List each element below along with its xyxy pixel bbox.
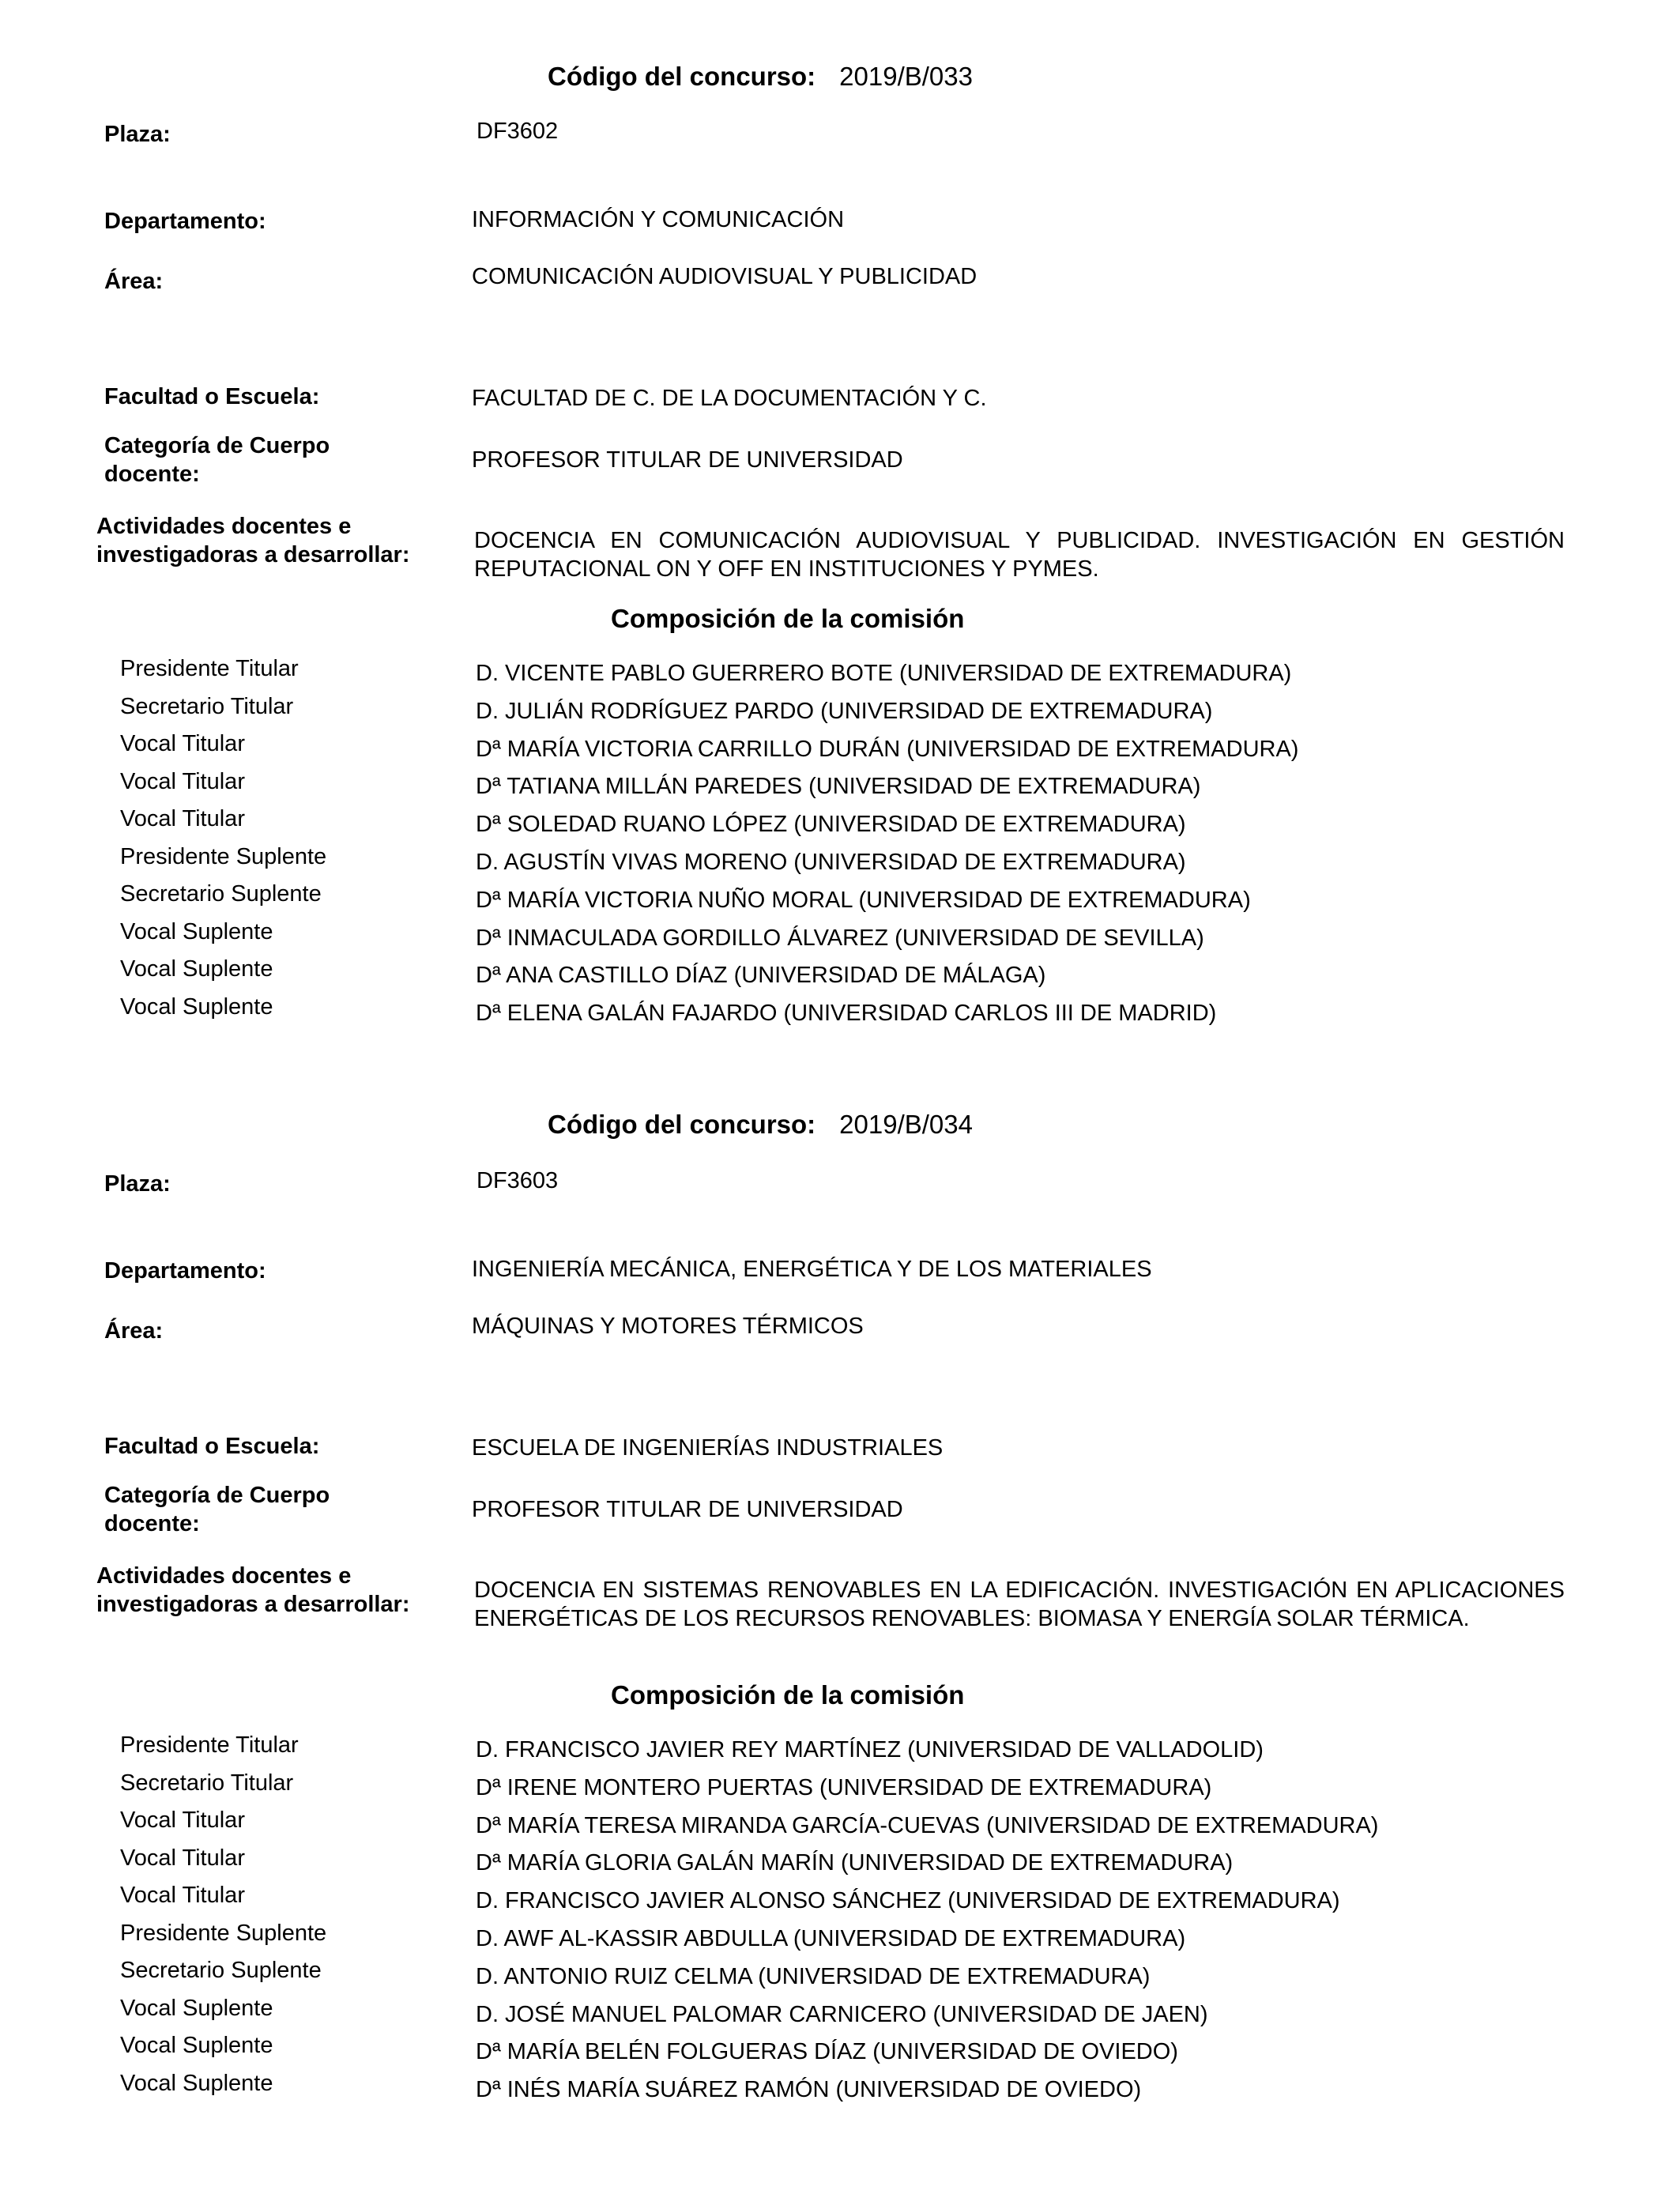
comision-title: Composición de la comisión [611, 1680, 965, 1710]
contest-code-label: Código del concurso: [548, 62, 816, 91]
contest-code-heading [548, 62, 973, 92]
comision-role: Secretario Suplente [120, 1958, 322, 1983]
comision-member: Dª INMACULADA GORDILLO ÁLVAREZ (UNIVERSIDAD DE SEVILLA) [476, 925, 1204, 951]
comision-member: Dª MARÍA VICTORIA NUÑO MORAL (UNIVERSIDAD DE EXTREMADURA) [476, 887, 1251, 913]
comision-role: Vocal Titular [120, 1845, 245, 1871]
comision-role: Vocal Suplente [120, 2070, 273, 2096]
departamento-label: Departamento: [104, 1258, 266, 1284]
comision-role: Vocal Suplente [120, 1995, 273, 2021]
comision-member: Dª ANA CASTILLO DÍAZ (UNIVERSIDAD DE MÁLAGA) [476, 963, 1046, 989]
comision-role: Vocal Suplente [120, 993, 273, 1020]
categoria-value: PROFESOR TITULAR DE UNIVERSIDAD [472, 1497, 903, 1522]
comision-title: Composición de la comisión [611, 604, 965, 633]
actividades-value: DOCENCIA EN COMUNICACIÓN AUDIOVISUAL Y PUBLICIDAD. INVESTIGACIÓN EN GESTIÓN REPUTACIONAL ON Y OFF EN INSTITUCIONES Y PYMES. [474, 528, 1565, 582]
comision-role: Presidente Suplente [120, 1920, 327, 1946]
contest-code-value: 2019/B/033 [839, 62, 973, 91]
categoria-label-line1: Categoría de Cuerpo [104, 433, 330, 458]
comision-member: D. JOSÉ MANUEL PALOMAR CARNICERO (UNIVERSIDAD DE JAEN) [476, 2001, 1208, 2027]
contest-code-value: 2019/B/034 [839, 1110, 973, 1139]
comision-roles [120, 654, 326, 1030]
comision-role: Vocal Titular [120, 768, 245, 794]
comision-member: Dª SOLEDAD RUANO LÓPEZ (UNIVERSIDAD DE EXTREMADURA) [476, 812, 1186, 838]
facultad-value: ESCUELA DE INGENIERÍAS INDUSTRIALES [472, 1435, 944, 1461]
plaza-value: DF3602 [477, 119, 559, 144]
contest-code-heading [548, 1110, 973, 1140]
comision-role: Secretario Titular [120, 1770, 294, 1796]
area-label: Área: [104, 269, 164, 294]
facultad-label: Facultad o Escuela: [104, 384, 320, 409]
comision-role: Vocal Suplente [120, 918, 273, 944]
categoria-value: PROFESOR TITULAR DE UNIVERSIDAD [472, 447, 903, 473]
comision-members [476, 659, 1298, 1037]
comision-member: Dª ELENA GALÁN FAJARDO (UNIVERSIDAD CARLOS III DE MADRID) [476, 1001, 1217, 1027]
plaza-label: Plaza: [104, 1171, 171, 1197]
facultad-value: FACULTAD DE C. DE LA DOCUMENTACIÓN Y C. [472, 386, 987, 411]
comision-role: Presidente Suplente [120, 843, 327, 869]
actividades-label-line2: investigadoras a desarrollar: [96, 1592, 410, 1617]
departamento-value: INGENIERÍA MECÁNICA, ENERGÉTICA Y DE LOS MATERIALES [472, 1257, 1152, 1282]
categoria-label-line1: Categoría de Cuerpo [104, 1483, 330, 1508]
comision-member: Dª MARÍA TERESA MIRANDA GARCÍA-CUEVAS (UNIVERSIDAD DE EXTREMADURA) [476, 1812, 1379, 1838]
comision-member: D. FRANCISCO JAVIER ALONSO SÁNCHEZ (UNIVERSIDAD DE EXTREMADURA) [476, 1888, 1340, 1914]
area-value: COMUNICACIÓN AUDIOVISUAL Y PUBLICIDAD [472, 264, 977, 289]
comision-role: Secretario Titular [120, 693, 294, 719]
comision-member: Dª MARÍA VICTORIA CARRILLO DURÁN (UNIVERSIDAD DE EXTREMADURA) [476, 736, 1299, 762]
plaza-value: DF3603 [477, 1168, 559, 1193]
departamento-value: INFORMACIÓN Y COMUNICACIÓN [472, 207, 845, 232]
actividades-label [96, 1562, 410, 1619]
area-value: MÁQUINAS Y MOTORES TÉRMICOS [472, 1314, 864, 1339]
categoria-label [104, 432, 330, 488]
comision-roles [120, 1731, 326, 2106]
area-label: Área: [104, 1318, 164, 1344]
comision-member: D. ANTONIO RUIZ CELMA (UNIVERSIDAD DE EXTREMADURA) [476, 1963, 1151, 1989]
comision-member: Dª MARÍA GLORIA GALÁN MARÍN (UNIVERSIDAD DE EXTREMADURA) [476, 1850, 1234, 1876]
comision-member: Dª TATIANA MILLÁN PAREDES (UNIVERSIDAD DE EXTREMADURA) [476, 774, 1201, 800]
comision-member: Dª IRENE MONTERO PUERTAS (UNIVERSIDAD DE EXTREMADURA) [476, 1774, 1212, 1800]
comision-role: Vocal Titular [120, 1808, 245, 1833]
comision-role: Vocal Titular [120, 806, 245, 831]
contest-code-label: Código del concurso: [548, 1110, 816, 1139]
comision-role: Presidente Titular [120, 1732, 299, 1758]
categoria-label-line2: docente: [104, 462, 200, 487]
actividades-label [96, 512, 410, 569]
comision-member: Dª MARÍA BELÉN FOLGUERAS DÍAZ (UNIVERSIDAD DE OVIEDO) [476, 2039, 1178, 2065]
comision-member: D. AWF AL-KASSIR ABDULLA (UNIVERSIDAD DE EXTREMADURA) [476, 1925, 1186, 1951]
departamento-label: Departamento: [104, 209, 266, 234]
actividades-label-line2: investigadoras a desarrollar: [96, 542, 410, 567]
actividades-label-line1: Actividades docentes e [96, 514, 352, 539]
comision-role: Presidente Titular [120, 656, 299, 681]
comision-members [476, 1736, 1378, 2113]
categoria-label-line2: docente: [104, 1511, 200, 1536]
actividades-value: DOCENCIA EN SISTEMAS RENOVABLES EN LA EDIFICACIÓN. INVESTIGACIÓN EN APLICACIONES ENERGÉTICAS DE LOS RECURSOS RENOVABLES: BIOMASA Y ENERGÍA SOLAR TÉRMICA. [474, 1578, 1565, 1631]
comision-member: Dª INÉS MARÍA SUÁREZ RAMÓN (UNIVERSIDAD DE OVIEDO) [476, 2077, 1142, 2103]
comision-role: Secretario Suplente [120, 881, 322, 907]
actividades-label-line1: Actividades docentes e [96, 1563, 352, 1589]
comision-role: Vocal Titular [120, 1883, 245, 1908]
facultad-label: Facultad o Escuela: [104, 1434, 320, 1459]
plaza-label: Plaza: [104, 122, 171, 147]
comision-member: D. VICENTE PABLO GUERRERO BOTE (UNIVERSIDAD DE EXTREMADURA) [476, 661, 1292, 686]
comision-role: Vocal Titular [120, 731, 245, 756]
comision-role: Vocal Suplente [120, 956, 273, 982]
comision-member: D. AGUSTÍN VIVAS MORENO (UNIVERSIDAD DE EXTREMADURA) [476, 849, 1186, 875]
comision-member: D. JULIÁN RODRÍGUEZ PARDO (UNIVERSIDAD DE EXTREMADURA) [476, 698, 1213, 724]
comision-role: Vocal Suplente [120, 2033, 273, 2058]
categoria-label [104, 1481, 330, 1538]
comision-member: D. FRANCISCO JAVIER REY MARTÍNEZ (UNIVERSIDAD DE VALLADOLID) [476, 1737, 1264, 1762]
